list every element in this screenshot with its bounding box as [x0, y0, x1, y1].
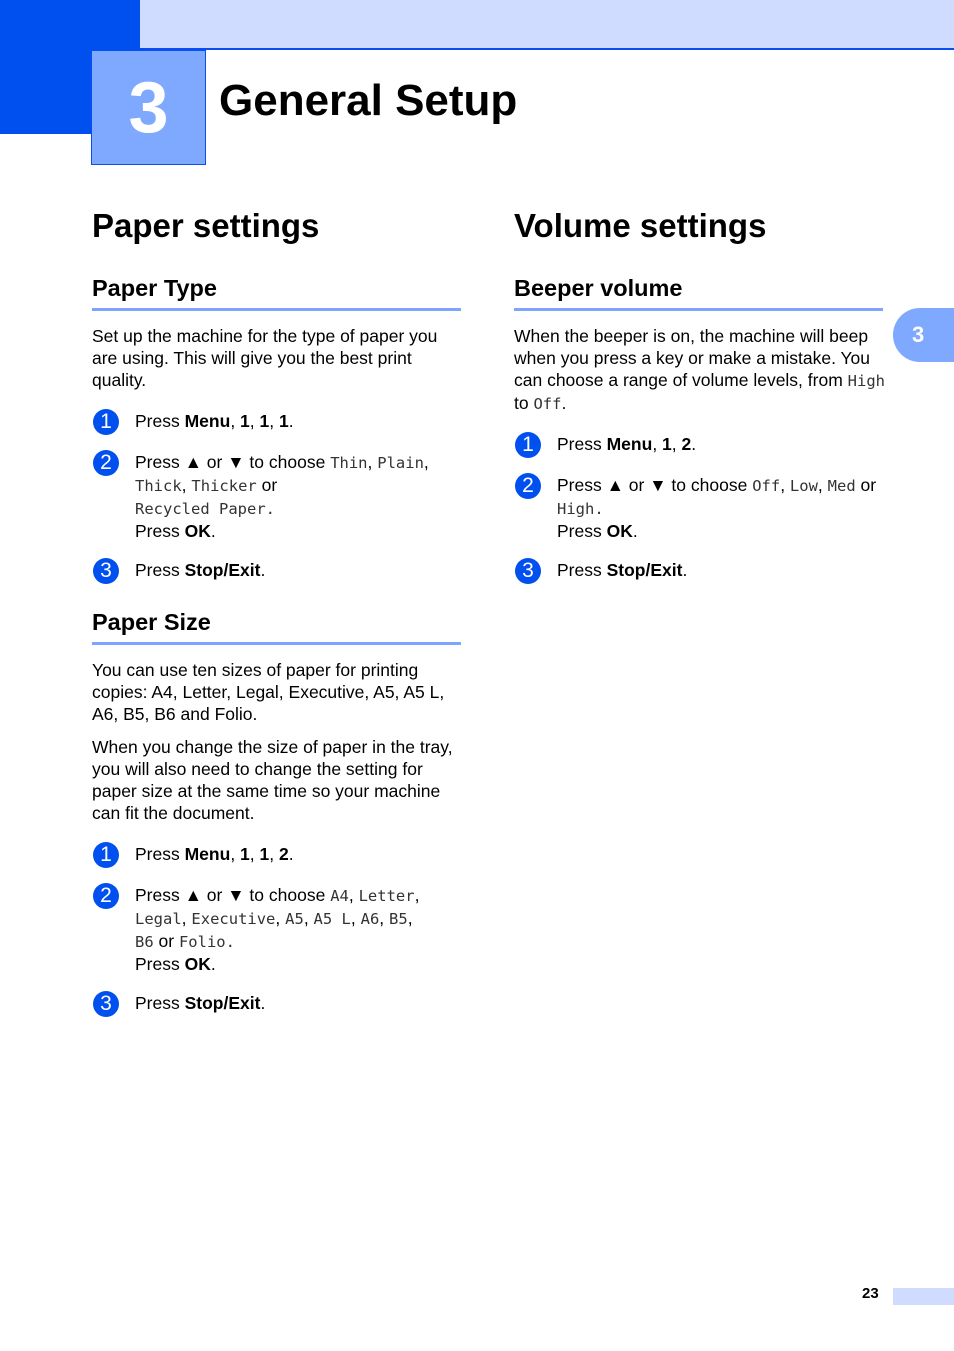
down-arrow-icon: ▼ — [649, 475, 667, 495]
down-arrow-icon: ▼ — [227, 885, 245, 905]
step-badge: 1 — [93, 409, 119, 435]
step-text: Press Menu, 1, 1, 1. — [135, 411, 294, 431]
volume-settings-heading: Volume settings — [514, 207, 767, 244]
beeper-step-3 — [515, 559, 887, 584]
chapter-number: 3 — [91, 50, 206, 165]
step-badge: 2 — [93, 883, 119, 909]
step-text: Press ▲ or ▼ to choose Thin, Plain, Thick, Thicker or Recycled Paper. Press OK. — [135, 452, 429, 541]
step-badge: 3 — [515, 558, 541, 584]
beeper-step-2 — [515, 474, 887, 542]
step-text: Press Menu, 1, 2. — [557, 434, 697, 454]
page-footer-bar — [893, 1288, 954, 1305]
beeper-step-1 — [515, 433, 887, 458]
header-band — [140, 0, 954, 50]
paper-size-intro-2: When you change the size of paper in the tray, you will also need to change the setting for paper size at the same time so your machine can fit the document. — [92, 737, 453, 823]
chapter-title: General Setup — [219, 76, 518, 125]
step-badge: 1 — [515, 432, 541, 458]
step-text: Press ▲ or ▼ to choose A4, Letter, Legal, Executive, A5, A5 L, A6, B5, B6 or Folio. Press OK. — [135, 885, 420, 974]
paper-type-step-3 — [93, 559, 465, 584]
step-badge: 3 — [93, 558, 119, 584]
step-text: Press Stop/Exit. — [135, 993, 266, 1013]
step-text: Press ▲ or ▼ to choose Off, Low, Med or High. Press OK. — [557, 475, 877, 541]
chapter-side-tab: 3 — [893, 308, 954, 362]
paper-size-heading: Paper Size — [92, 607, 461, 645]
down-arrow-icon: ▼ — [227, 452, 245, 472]
beeper-volume-heading: Beeper volume — [514, 273, 883, 311]
paper-type-heading: Paper Type — [92, 273, 461, 311]
step-badge: 3 — [93, 991, 119, 1017]
step-text: Press Menu, 1, 1, 2. — [135, 844, 294, 864]
step-badge: 1 — [93, 842, 119, 868]
paper-size-intro-1: You can use ten sizes of paper for printing copies: A4, Letter, Legal, Executive, A5, A5 L, A6, B5, B6 and Folio. — [92, 660, 445, 724]
paper-size-step-3 — [93, 992, 465, 1017]
paper-type-step-2 — [93, 451, 465, 542]
step-badge: 2 — [93, 450, 119, 476]
step-text: Press Stop/Exit. — [557, 560, 688, 580]
page-number: 23 — [862, 1285, 879, 1302]
up-arrow-icon: ▲ — [184, 452, 202, 472]
paper-type-step-1 — [93, 410, 465, 435]
paper-settings-heading: Paper settings — [92, 207, 320, 244]
step-badge: 2 — [515, 473, 541, 499]
paper-size-step-1 — [93, 843, 465, 868]
step-text: Press Stop/Exit. — [135, 560, 266, 580]
up-arrow-icon: ▲ — [606, 475, 624, 495]
paper-type-intro: Set up the machine for the type of paper you are using. This will give you the best print quality. — [92, 326, 438, 390]
up-arrow-icon: ▲ — [184, 885, 202, 905]
paper-size-step-2 — [93, 884, 465, 975]
beeper-intro: When the beeper is on, the machine will beep when you press a key or make a mistake. You can choose a range of volume levels, from High to Off. — [514, 326, 885, 413]
